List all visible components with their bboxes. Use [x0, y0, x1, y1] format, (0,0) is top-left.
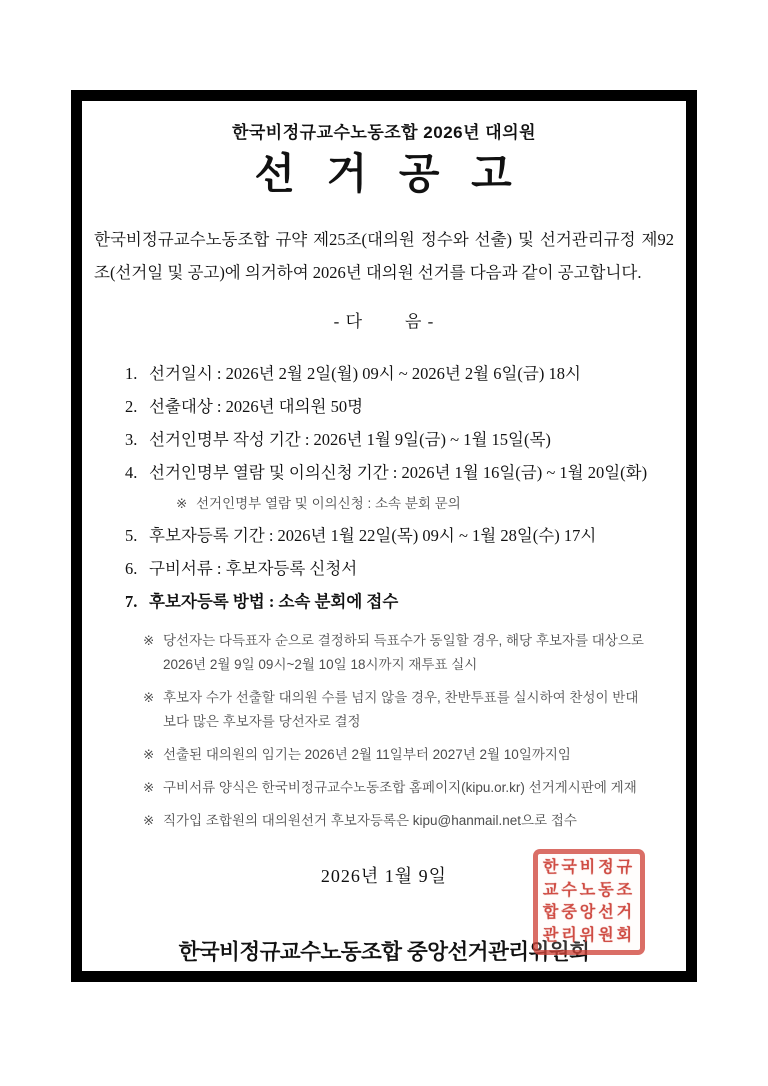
reference-mark: ※	[143, 780, 155, 796]
footnote-line: 당선자는 다득표자 순으로 결정하되 득표수가 동일할 경우, 해당 후보자를 대상으로	[163, 633, 644, 649]
announcement-frame	[71, 90, 697, 982]
footnote-line: 선출된 대의원의 임기는 2026년 2월 11일부터 2027년 2월 10일까지임	[163, 747, 571, 763]
item-text: 선거인명부 작성 기간 : 2026년 1월 9일(금) ~ 1월 15일(목)	[149, 430, 551, 450]
announcement-date: 2026년 1월 9일	[320, 866, 448, 887]
reference-mark: ※	[176, 496, 188, 512]
item-number: 4.	[125, 463, 138, 483]
item-text: 후보자등록 방법 : 소속 분회에 접수	[149, 592, 399, 612]
organization-subtitle: 한국비정규교수노동조합 2026년 대의원	[231, 123, 537, 142]
item-number: 7.	[125, 592, 138, 612]
seal-text-row: 한국비정규	[542, 859, 636, 877]
item-text: 선거인명부 열람 및 이의신청 기간 : 2026년 1월 16일(금) ~ 1월 20일(화)	[149, 463, 648, 483]
footnotes-list	[143, 629, 676, 833]
item-number: 3.	[125, 430, 138, 450]
list-item-3	[125, 430, 676, 450]
item-text: 선거일시 : 2026년 2월 2일(월) 09시 ~ 2026년 2월 6일(금) 18시	[149, 364, 581, 384]
list-item-6	[125, 559, 676, 579]
list-item-1	[125, 364, 676, 384]
footnote-4	[143, 776, 676, 800]
item-number: 6.	[125, 559, 138, 579]
footnote-line: 2026년 2월 9일 09시~2월 10일 18시까지 재투표 실시	[163, 657, 478, 673]
reference-mark: ※	[143, 813, 155, 829]
announcement-content	[82, 118, 686, 988]
footnote-line: 직가입 조합원의 대의원선거 후보자등록은 kipu@hanmail.net으로 접수	[163, 813, 577, 829]
footnote-5	[143, 809, 676, 833]
reference-mark: ※	[143, 747, 155, 763]
item-number: 1.	[125, 364, 138, 384]
footnote-line: 보다 많은 후보자를 당선자로 결정	[163, 714, 361, 730]
list-item-4	[125, 463, 676, 483]
list-item-2	[125, 397, 676, 417]
reference-mark: ※	[143, 633, 155, 649]
footnote-line: 후보자 수가 선출할 대의원 수를 넘지 않을 경우, 찬반투표를 실시하여 찬성이 반대	[163, 690, 639, 706]
announcement-list	[92, 364, 676, 612]
list-item-5	[125, 526, 676, 546]
item-text: 구비서류 : 후보자등록 신청서	[149, 559, 358, 579]
issuing-organization: 한국비정규교수노동조합 중앙선거관리위원회	[178, 940, 590, 965]
daum-divider: - 다 음 -	[333, 312, 435, 332]
note-text: 선거인명부 열람 및 이의신청 : 소속 분회 문의	[196, 496, 461, 512]
seal-text-row: 합중앙선거	[542, 904, 636, 922]
item-text: 선출대상 : 2026년 대의원 50명	[149, 397, 364, 417]
page-title: 선 거 공 고	[254, 150, 514, 197]
item-number: 2.	[125, 397, 138, 417]
list-item-7	[125, 592, 676, 612]
item-number: 5.	[125, 526, 138, 546]
official-red-seal	[533, 849, 645, 955]
seal-text-row: 교수노동조	[542, 881, 636, 899]
seal-text-row: 관리위원회	[542, 926, 636, 944]
list-item-4-note	[176, 495, 676, 513]
footnote-1	[143, 629, 676, 677]
footnote-3	[143, 743, 676, 767]
item-text: 후보자등록 기간 : 2026년 1월 22일(목) 09시 ~ 1월 28일(수) 17시	[149, 526, 597, 546]
reference-mark: ※	[143, 690, 155, 706]
footnote-line: 구비서류 양식은 한국비정규교수노동조합 홈페이지(kipu.or.kr) 선거게시판에 게재	[163, 780, 637, 796]
intro-paragraph: 한국비정규교수노동조합 규약 제25조(대의원 정수와 선출) 및 선거관리규정 제92조(선거일 및 공고)에 의거하여 2026년 대의원 선거를 다음과 같이 공고합니다.	[94, 230, 674, 283]
footnote-2	[143, 686, 676, 734]
